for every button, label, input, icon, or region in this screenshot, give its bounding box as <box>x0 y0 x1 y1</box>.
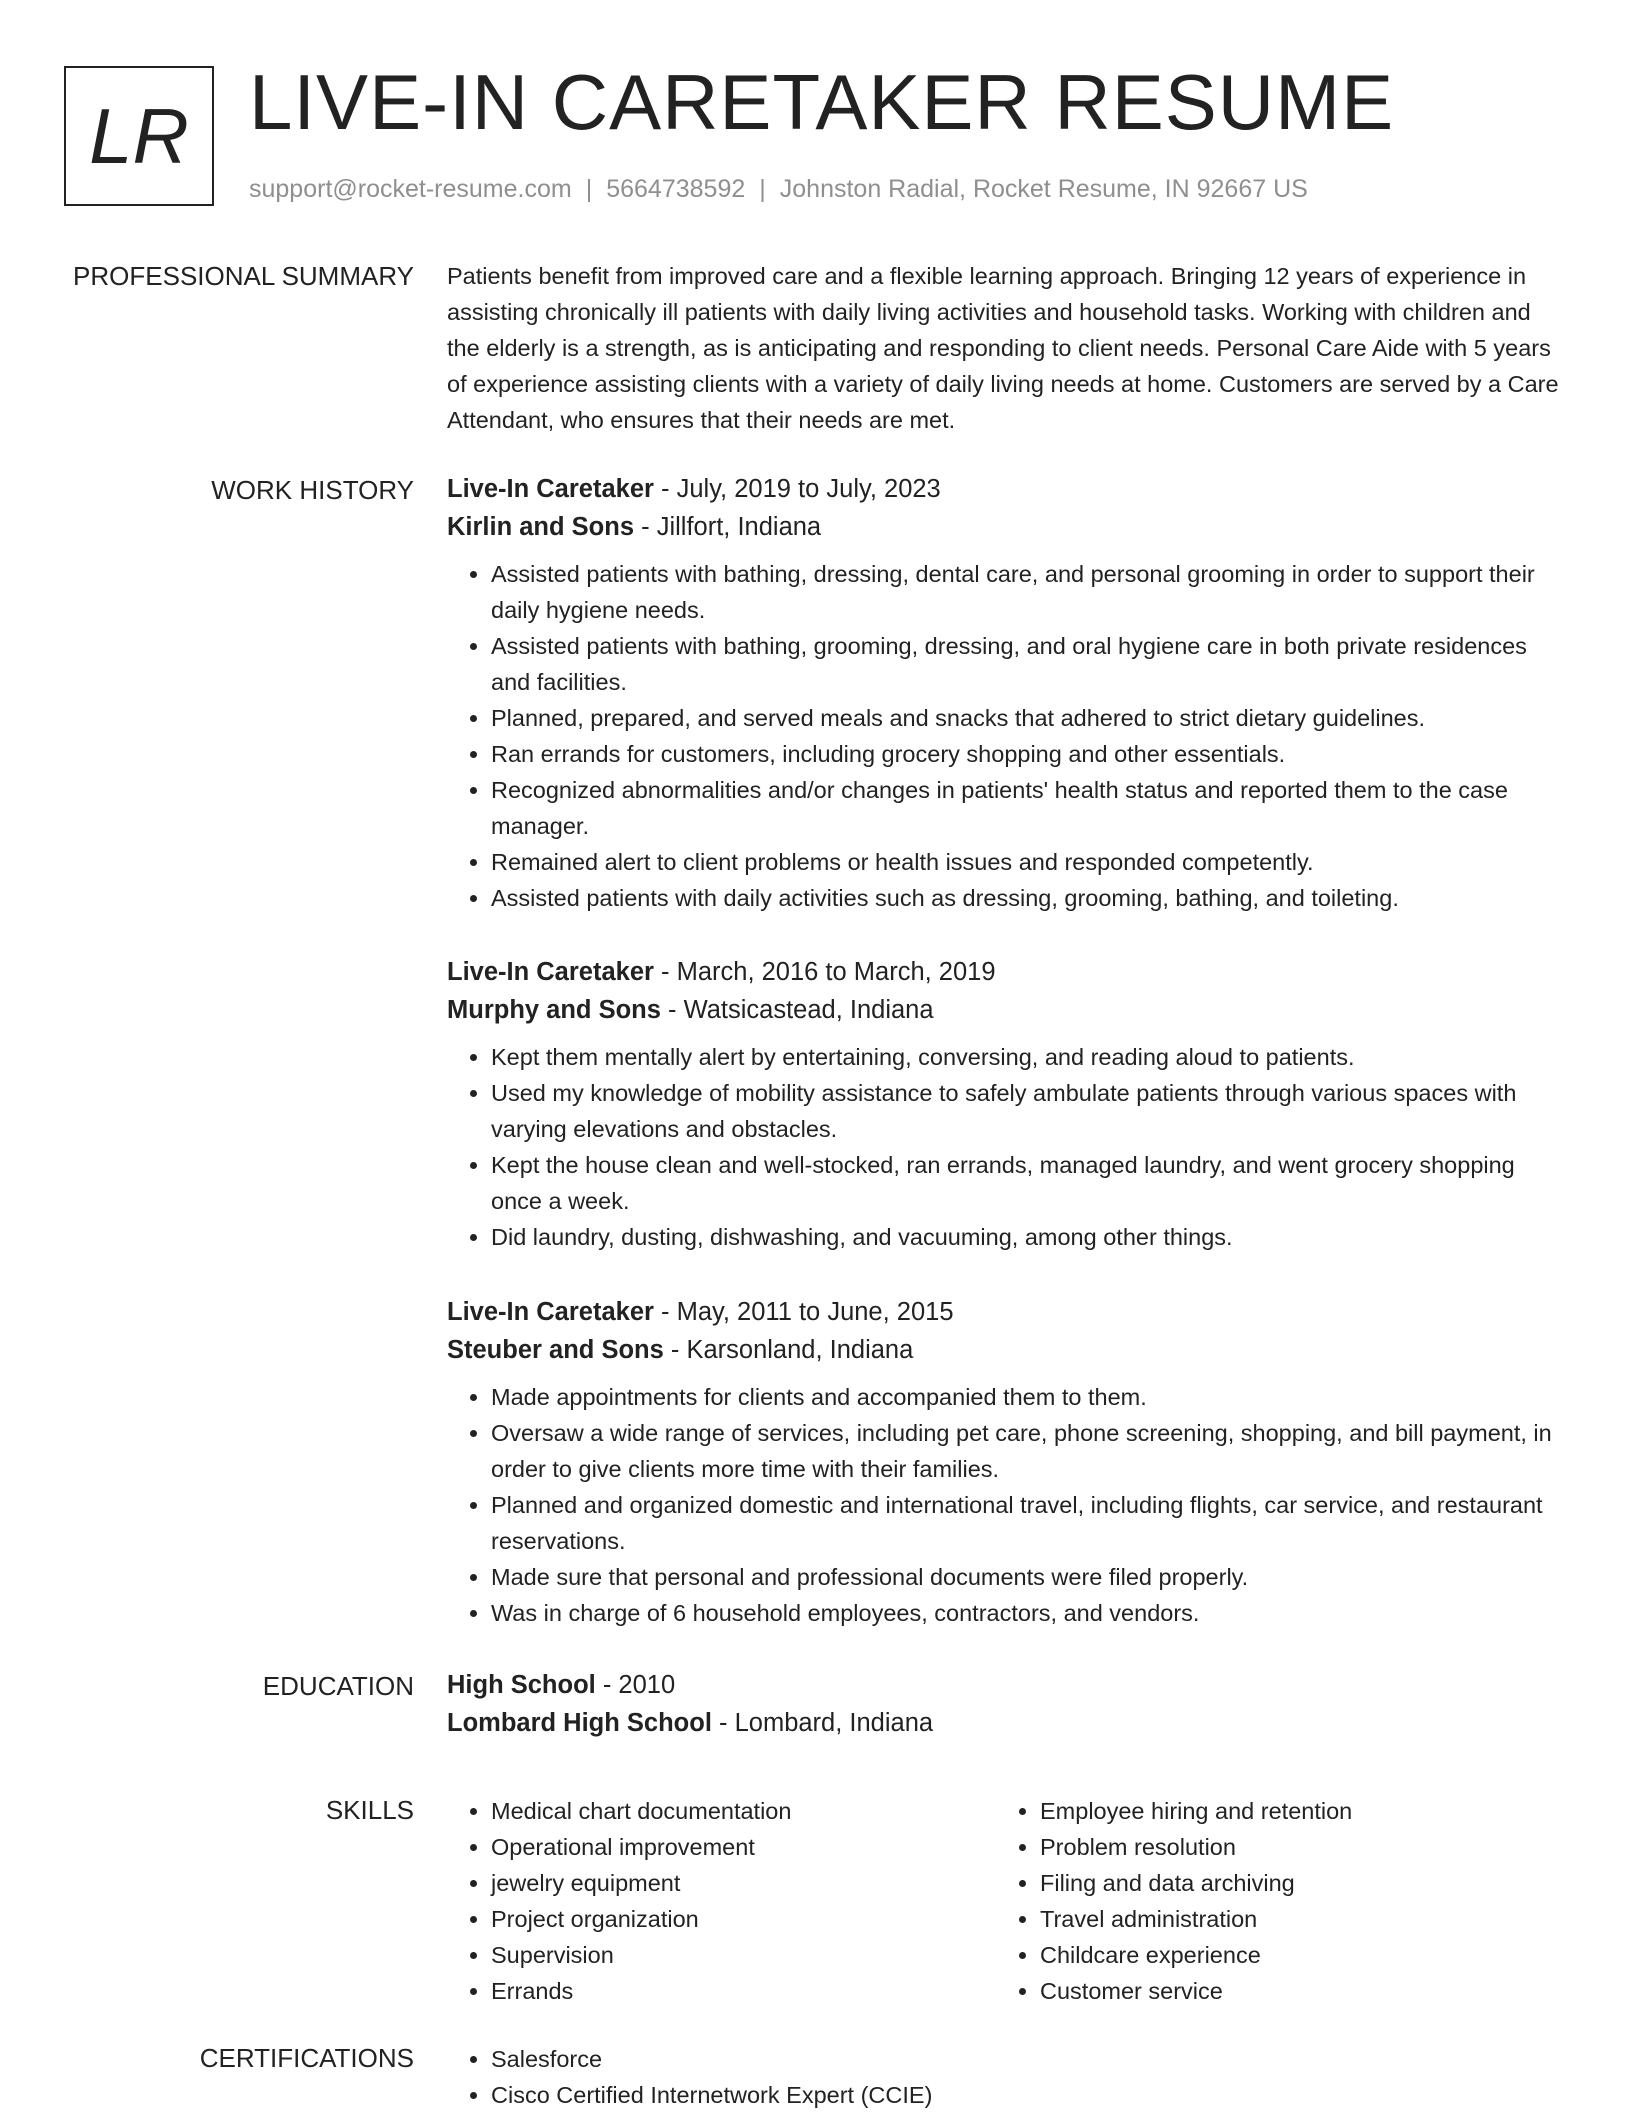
education-entry <box>447 1666 1562 1742</box>
monogram-logo: LR <box>64 66 214 206</box>
job-title: Live-In Caretaker <box>447 958 654 986</box>
job-location: - Watsicastead, Indiana <box>660 996 934 1024</box>
job-company: Murphy and Sons <box>447 996 661 1024</box>
job-bullets <box>447 556 1562 916</box>
skill-item: • Filing and data archiving <box>1040 1865 1545 1901</box>
job-bullet: • Used my knowledge of mobility assistance to safely ambulate patients through various spaces with varying elevations and obstacles. <box>491 1075 1562 1147</box>
skill-item: • Customer service <box>1040 1973 1545 2009</box>
skills-heading: SKILLS <box>325 1795 414 1825</box>
education-school-line <box>447 1704 1562 1742</box>
job-bullet: • Kept them mentally alert by entertaining, conversing, and reading aloud to patients. <box>491 1039 1562 1075</box>
job-location: - Karsonland, Indiana <box>663 1336 914 1364</box>
skills-column-right <box>996 1793 1545 2009</box>
education-degree-line <box>447 1666 1562 1704</box>
skill-item: • Project organization <box>491 1901 996 1937</box>
job-bullets <box>447 1379 1562 1631</box>
job-company: Kirlin and Sons <box>447 513 635 541</box>
job-bullet: • Oversaw a wide range of services, including pet care, phone screening, shopping, and bill payment, in order to give clients more time with their families. <box>491 1415 1562 1487</box>
job-entry <box>447 953 1562 1255</box>
contact-separator: | <box>585 175 593 203</box>
job-bullet: • Assisted patients with bathing, dressing, dental care, and personal grooming in order to support their daily hygiene needs. <box>491 556 1562 628</box>
certification-item: • Salesforce <box>491 2041 1562 2077</box>
skill-item: • Operational improvement <box>491 1829 996 1865</box>
education-location: - Lombard, Indiana <box>711 1709 934 1737</box>
job-title-line <box>447 470 1562 508</box>
certifications-bullets <box>447 2041 1562 2113</box>
education-heading: EDUCATION <box>262 1671 414 1701</box>
job-entry <box>447 1293 1562 1631</box>
contact-phone[interactable]: 5664738592 <box>606 175 746 203</box>
job-bullet: • Remained alert to client problems or health issues and responded competently. <box>491 844 1562 880</box>
job-bullet: • Planned, prepared, and served meals and snacks that adhered to strict dietary guidelines. <box>491 700 1562 736</box>
skills-column-left <box>447 1793 996 2009</box>
job-title-line <box>447 953 1562 991</box>
job-bullet: • Made sure that personal and professional documents were filed properly. <box>491 1559 1562 1595</box>
summary-heading: PROFESSIONAL SUMMARY <box>73 261 414 291</box>
job-bullets <box>447 1039 1562 1255</box>
contact-email[interactable]: support@rocket-resume.com <box>249 175 572 203</box>
job-company-line <box>447 508 1562 546</box>
job-dates: - May, 2011 to June, 2015 <box>653 1298 954 1326</box>
skill-item: • Problem resolution <box>1040 1829 1545 1865</box>
certifications-list <box>447 2041 1562 2113</box>
page-title: LIVE-IN CARETAKER RESUME <box>249 58 1395 146</box>
work-history-heading: WORK HISTORY <box>211 475 414 505</box>
education-year: - 2010 <box>595 1671 676 1699</box>
education-school: Lombard High School <box>447 1709 712 1737</box>
skill-item: • Childcare experience <box>1040 1937 1545 1973</box>
job-bullet: • Assisted patients with bathing, grooming, dressing, and oral hygiene care in both private residences and facilities. <box>491 628 1562 700</box>
skill-item: • Supervision <box>491 1937 996 1973</box>
job-dates: - July, 2019 to July, 2023 <box>653 475 941 503</box>
job-bullet: • Made appointments for clients and accompanied them to them. <box>491 1379 1562 1415</box>
skill-item: • Travel administration <box>1040 1901 1545 1937</box>
job-bullet: • Did laundry, dusting, dishwashing, and vacuuming, among other things. <box>491 1219 1562 1255</box>
job-title: Live-In Caretaker <box>447 1298 654 1326</box>
job-bullet: • Ran errands for customers, including grocery shopping and other essentials. <box>491 736 1562 772</box>
job-company: Steuber and Sons <box>447 1336 664 1364</box>
contact-line <box>249 172 1308 206</box>
job-bullet: • Recognized abnormalities and/or changes in patients' health status and reported them to the case manager. <box>491 772 1562 844</box>
certification-item: • Cisco Certified Internetwork Expert (CCIE) <box>491 2077 1562 2113</box>
job-dates: - March, 2016 to March, 2019 <box>653 958 996 986</box>
summary-text: Patients benefit from improved care and a flexible learning approach. Bringing 12 years of experience in assisting chronically ill patients with daily living activities and household tasks. Working with children and the elderly is a strength, as is anticipating and responding to client needs. Personal Care Aide with 5 years of experience assisting clients with a variety of daily living needs at home. Customers are served by a Care Attendant, who ensures that their needs are met. <box>447 263 1559 433</box>
job-bullet: • Kept the house clean and well-stocked, ran errands, managed laundry, and went grocery shopping once a week. <box>491 1147 1562 1219</box>
job-bullet: • Planned and organized domestic and international travel, including flights, car service, and restaurant reservations. <box>491 1487 1562 1559</box>
job-location: - Jillfort, Indiana <box>634 513 822 541</box>
job-title-line <box>447 1293 1562 1331</box>
job-entry <box>447 470 1562 916</box>
contact-address: Johnston Radial, Rocket Resume, IN 92667 US <box>779 175 1308 203</box>
skill-item: • jewelry equipment <box>491 1865 996 1901</box>
skill-item: • Employee hiring and retention <box>1040 1793 1545 1829</box>
job-bullet: • Assisted patients with daily activities such as dressing, grooming, bathing, and toileting. <box>491 880 1562 916</box>
job-title: Live-In Caretaker <box>447 475 654 503</box>
skill-item: • Medical chart documentation <box>491 1793 996 1829</box>
contact-separator: | <box>759 175 766 203</box>
job-company-line <box>447 1331 1562 1369</box>
skill-item: • Errands <box>491 1973 996 2009</box>
certifications-heading: CERTIFICATIONS <box>199 2043 414 2073</box>
job-bullet: • Was in charge of 6 household employees, contractors, and vendors. <box>491 1595 1562 1631</box>
education-degree: High School <box>447 1671 596 1699</box>
job-company-line <box>447 991 1562 1029</box>
skills-list <box>447 1793 1562 2009</box>
